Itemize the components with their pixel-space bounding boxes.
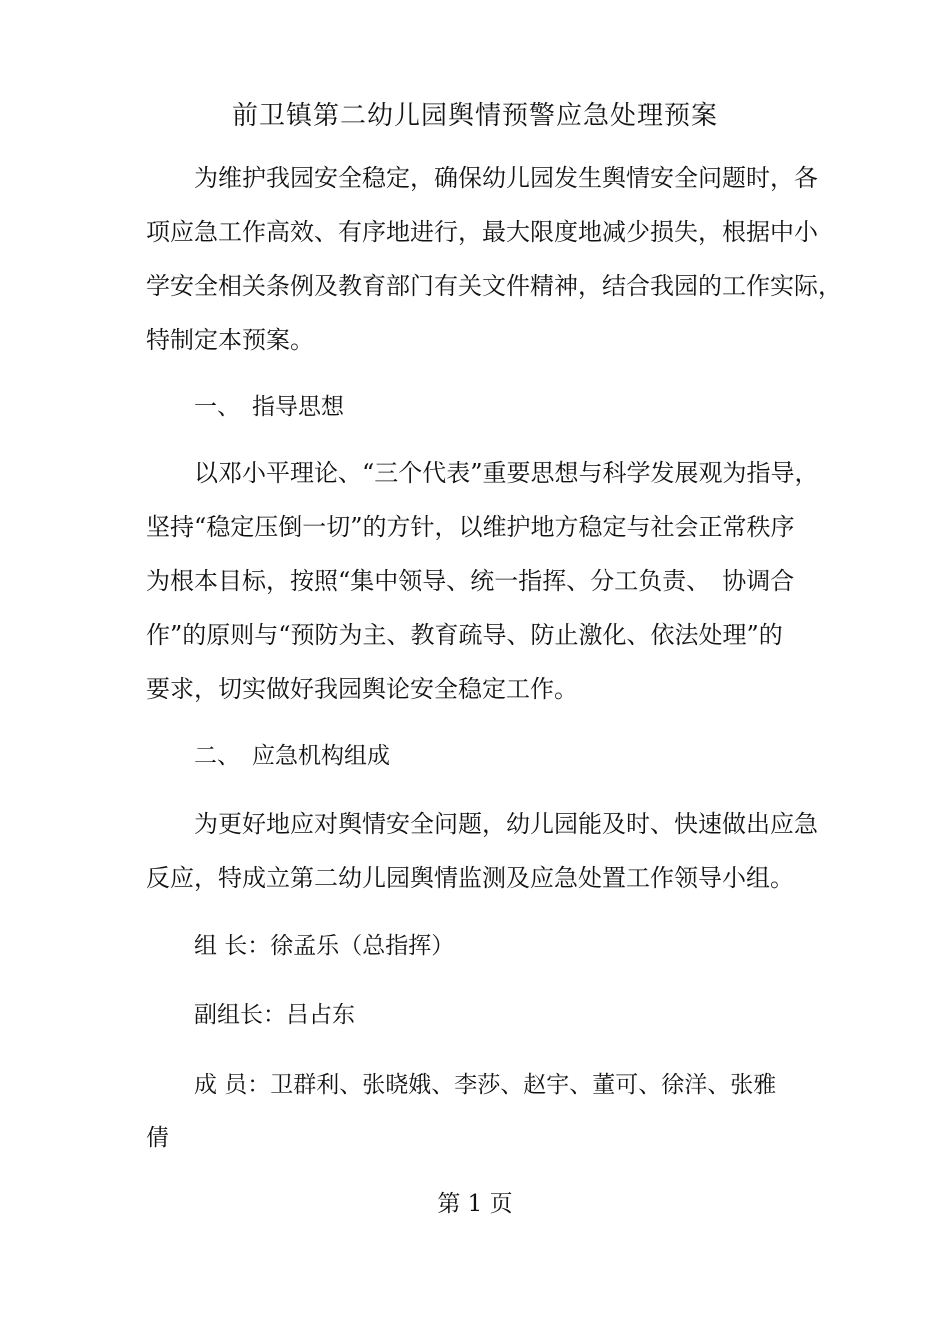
section1-heading xyxy=(194,389,344,425)
section1-number: 一、 xyxy=(194,394,240,420)
section1-paragraph xyxy=(146,446,826,716)
section2-number: 二、 xyxy=(194,743,240,769)
section2-line: 反应，特成立第二幼儿园舆情监测及应急处置工作领导小组。 xyxy=(146,864,794,892)
section1-title: 指导思想 xyxy=(252,394,344,420)
intro-paragraph xyxy=(146,151,842,367)
section2-paragraph xyxy=(146,797,826,905)
section2-title: 应急机构组成 xyxy=(252,743,390,769)
page-number: 第 1 页 xyxy=(437,1191,513,1217)
section1-line: 坚持“稳定压倒一切”的方针，以维护地方稳定与社会正常秩序 xyxy=(146,513,795,541)
section2-heading xyxy=(194,738,390,774)
section1-line: 以邓小平理论、“三个代表”重要思想与科学发展观为指导， xyxy=(146,459,819,487)
section1-line: 作”的原则与“预防为主、教育疏导、防止激化、依法处理”的 xyxy=(146,621,783,649)
intro-line: 项应急工作高效、有序地进行，最大限度地减少损失，根据中小 xyxy=(146,218,818,246)
section1-line: 要求，切实做好我园舆论安全稳定工作。 xyxy=(146,675,578,703)
members-line-continued: 倩 xyxy=(146,1125,169,1151)
intro-line: 学安全相关条例及教育部门有关文件精神，结合我园的工作实际， xyxy=(146,272,842,300)
section1-line: 为根本目标，按照“集中领导、统一指挥、分工负责、 协调合 xyxy=(146,567,795,595)
deputy-line: 副组长：吕占东 xyxy=(194,1002,355,1028)
members-line: 成 员：卫群利、张晓娥、李莎、赵宇、董可、徐洋、张雅 xyxy=(194,1072,777,1098)
intro-line: 特制定本预案。 xyxy=(146,326,314,354)
document-title: 前卫镇第二幼儿园舆情预警应急处理预案 xyxy=(231,101,718,131)
leader-line: 组 长：徐孟乐（总指挥） xyxy=(194,933,455,959)
intro-line: 为维护我园安全稳定，确保幼儿园发生舆情安全问题时，各 xyxy=(146,164,818,192)
section2-line: 为更好地应对舆情安全问题，幼儿园能及时、快速做出应急 xyxy=(146,810,818,838)
